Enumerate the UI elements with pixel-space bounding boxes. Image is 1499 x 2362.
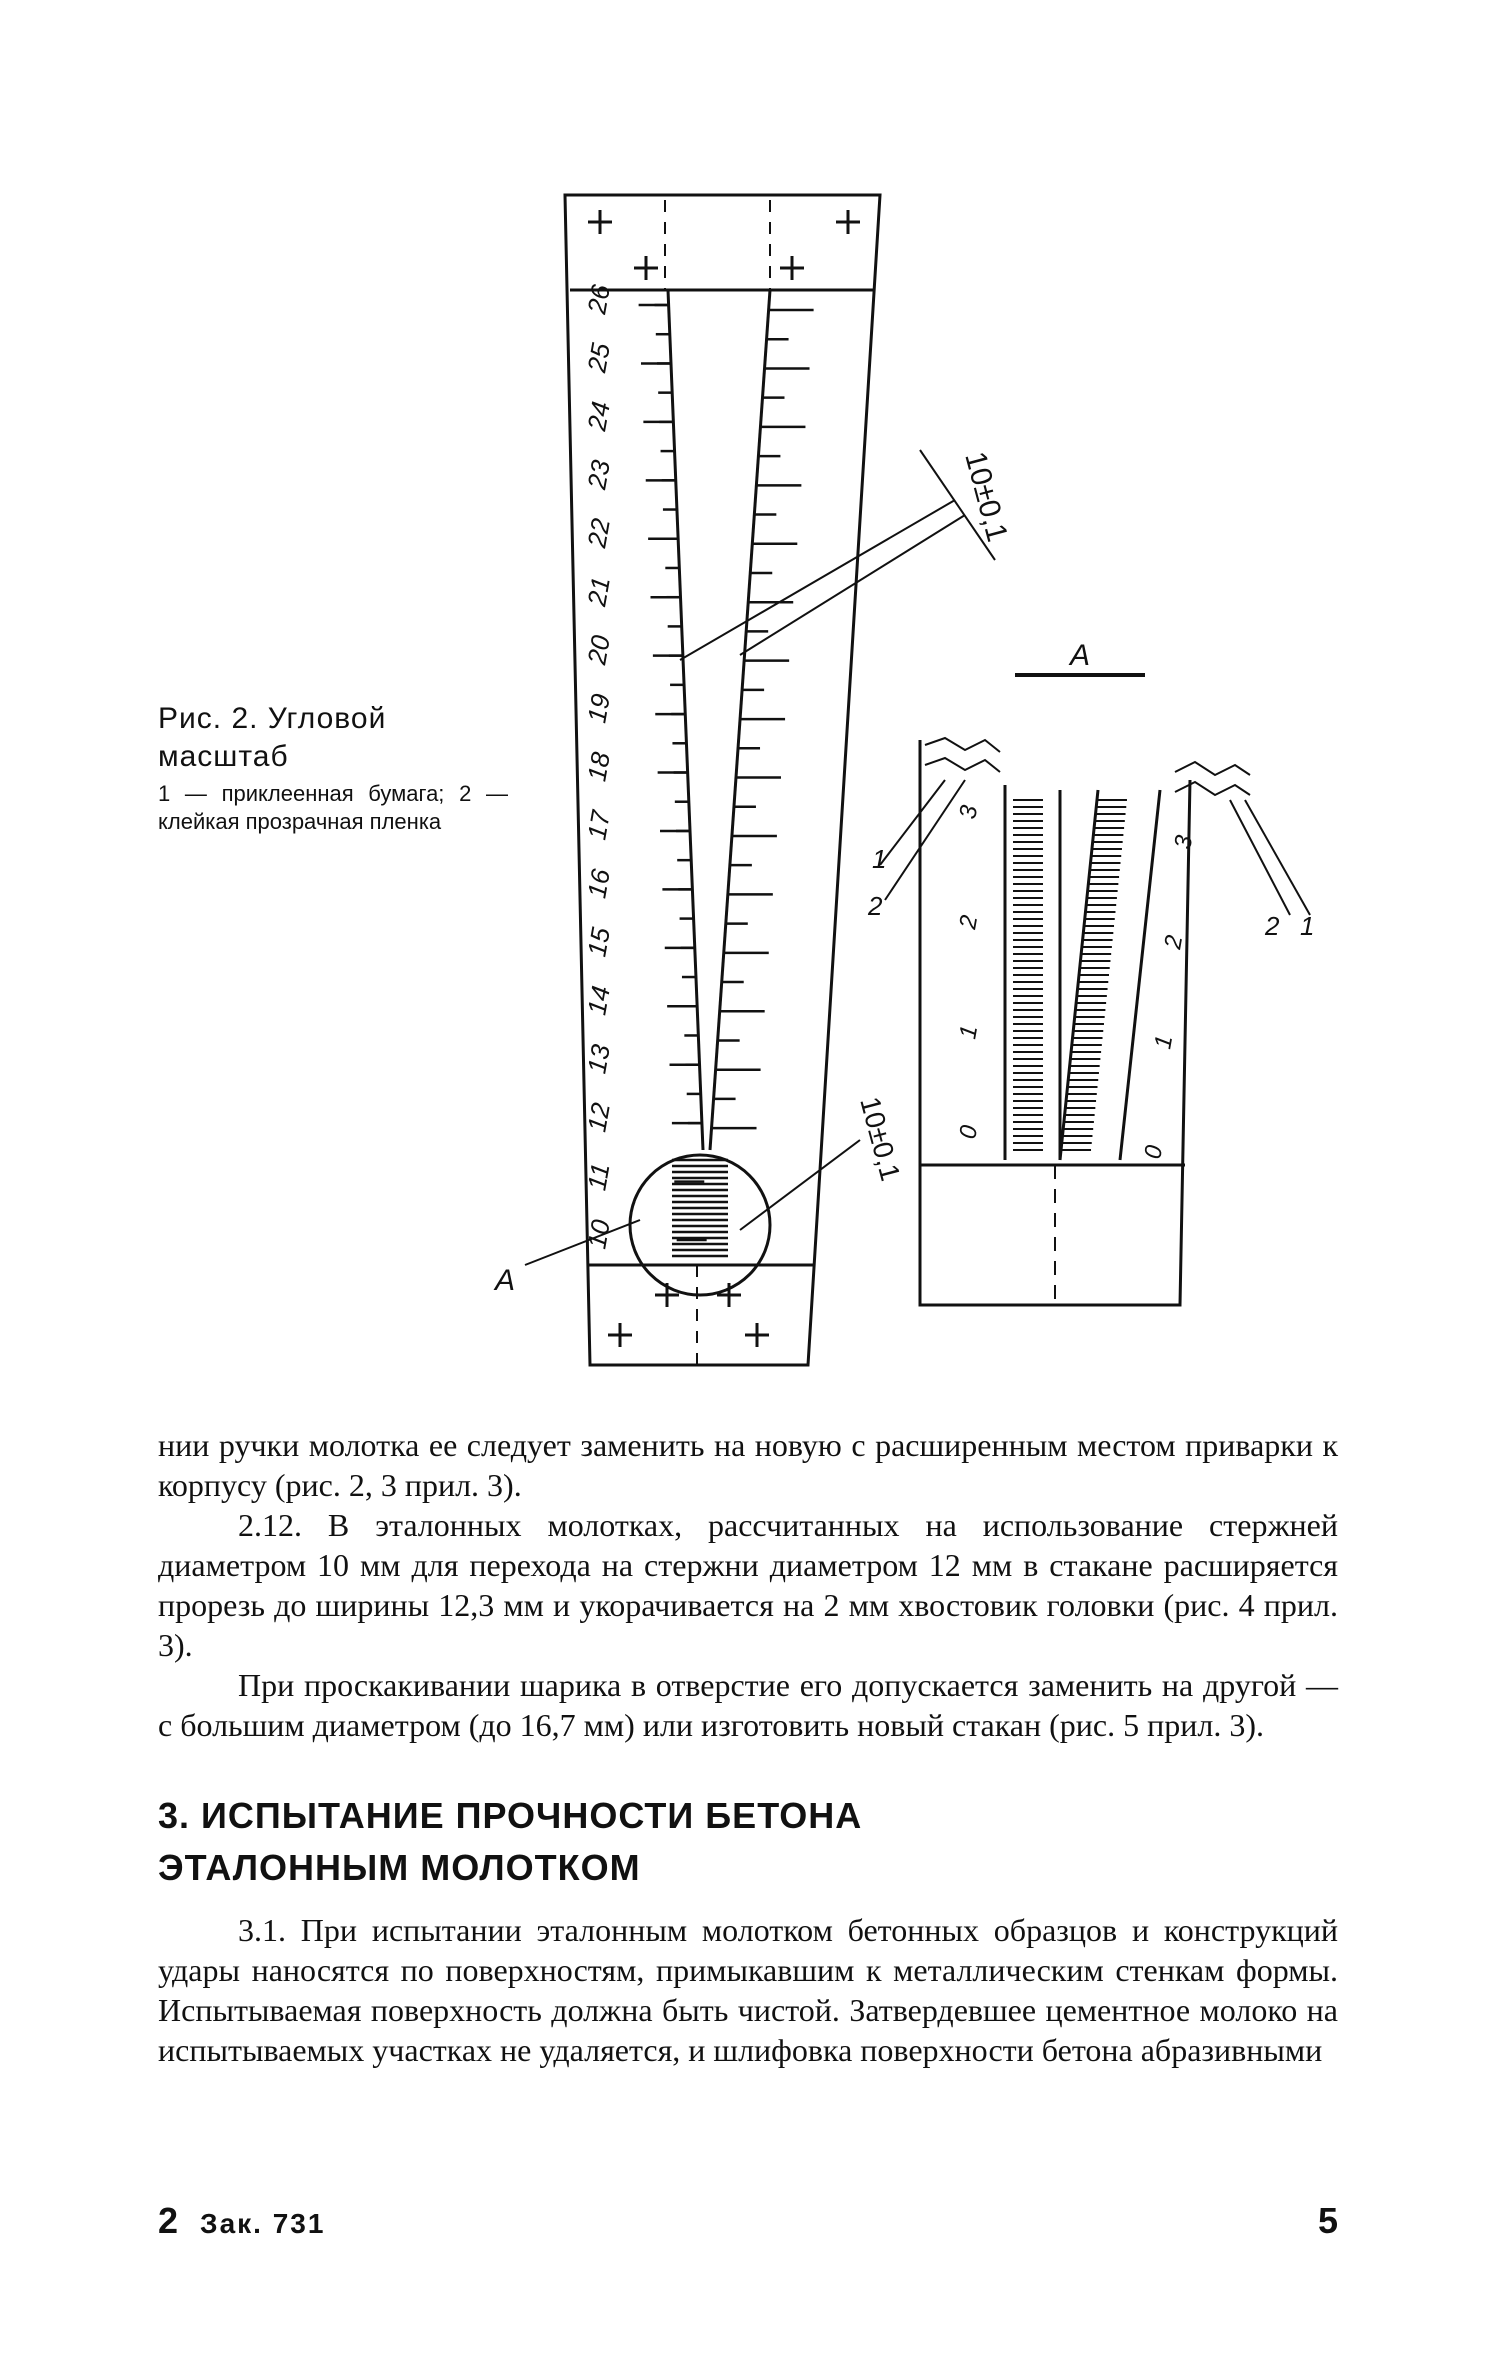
scale-number-17: 17 xyxy=(581,808,616,842)
callout-number-1: 1 xyxy=(1300,911,1315,941)
scale-number-21: 21 xyxy=(581,574,616,609)
scale-number-19: 19 xyxy=(581,691,616,726)
inset-right-number-1: 1 xyxy=(1149,1033,1179,1052)
scale-number-18: 18 xyxy=(581,749,616,784)
paragraph-ball: При проскакивании шарика в отверстие его допускается заменить на другой — с большим диаметром (до 16,7 мм) или изготовить новый стакан (рис. 5 прил. 3). xyxy=(158,1667,1338,1743)
callout-label-a: А xyxy=(495,1264,516,1297)
paragraph-3-1: 3.1. При испытании эталонным молотком бетонных образцов и конструкций удары наносятся по поверхностям, примыкавшим к металлическим стенкам формы. Испытываемая поверхность должна быть чистой. Затвердевшее цементное молоко на испытываемых участках не удаляется, и шлифовка поверхности бетона абразивными xyxy=(158,1912,1338,2068)
tolerance-label-bottom: 10±0,1 xyxy=(854,1093,907,1185)
inset-left-number-1: 1 xyxy=(954,1023,984,1042)
inset-left-number-2: 2 xyxy=(954,913,984,932)
text-block-1 xyxy=(158,1425,1338,1745)
scale-number-24: 24 xyxy=(581,399,616,433)
scale-number-12: 12 xyxy=(581,1100,616,1135)
scale-number-22: 22 xyxy=(581,516,616,550)
text-block-3 xyxy=(158,1910,1338,2070)
inset-right-number-0: 0 xyxy=(1139,1143,1169,1162)
paragraph-2-12: 2.12. В эталонных молотках, рассчитанных на использование стержней диаметром 10 мм для перехода на стержни диаметром 12 мм в стакане расширяется прорезь до ширины 12,3 мм и укорачивается на 2 мм хвостовик головки (рис. 4 прил. 3). xyxy=(158,1507,1338,1663)
scale-number-14: 14 xyxy=(581,983,616,1018)
scale-number-20: 20 xyxy=(581,632,616,667)
section-heading: 3. ИСПЫТАНИЕ ПРОЧНОСТИ БЕТОНА ЭТАЛОННЫМ МОЛОТКОМ xyxy=(158,1795,863,1888)
scale-number-26: 26 xyxy=(581,282,616,317)
order-number: Зак. 731 xyxy=(200,2208,326,2239)
ruler-ticks xyxy=(639,305,814,1256)
inset-ticks xyxy=(1013,800,1127,1150)
inset-right-number-3: 3 xyxy=(1169,833,1199,852)
scale-number-10: 10 xyxy=(581,1217,616,1252)
page-footer xyxy=(158,2200,1338,2250)
scale-number-23: 23 xyxy=(581,457,616,492)
scale-number-16: 16 xyxy=(581,866,616,901)
figure-caption xyxy=(158,700,508,836)
caption-title: Рис. 2. Угловой масштаб xyxy=(158,702,387,773)
scale-number-11: 11 xyxy=(581,1160,616,1193)
scale-number-15: 15 xyxy=(581,925,616,959)
caption-legend: 1 — приклеенная бумага; 2 — клейкая прозрачная пленка xyxy=(158,781,508,834)
section-label-a: А xyxy=(1070,639,1091,672)
callout-number-2: 2 xyxy=(1265,911,1280,941)
page-number: 5 xyxy=(1317,2200,1338,2241)
callout-number-2: 2 xyxy=(868,891,883,921)
callout-number-1: 1 xyxy=(872,844,887,874)
inset-left-number-3: 3 xyxy=(954,803,984,822)
scale-number-25: 25 xyxy=(581,340,616,375)
scale-number-labels xyxy=(581,282,616,1251)
inset-left-number-0: 0 xyxy=(954,1123,984,1142)
inset-right-number-2: 2 xyxy=(1159,933,1189,952)
tolerance-label-top: 10±0,1 xyxy=(958,448,1014,546)
paragraph-continuation: нии ручки молотка ее следует заменить на новую с расширенным местом приварки к корпусу (рис. 2, 3 прил. 3). xyxy=(158,1427,1338,1503)
scale-number-13: 13 xyxy=(581,1042,616,1076)
signature-mark: 2 Зак. 731 xyxy=(158,2200,326,2241)
